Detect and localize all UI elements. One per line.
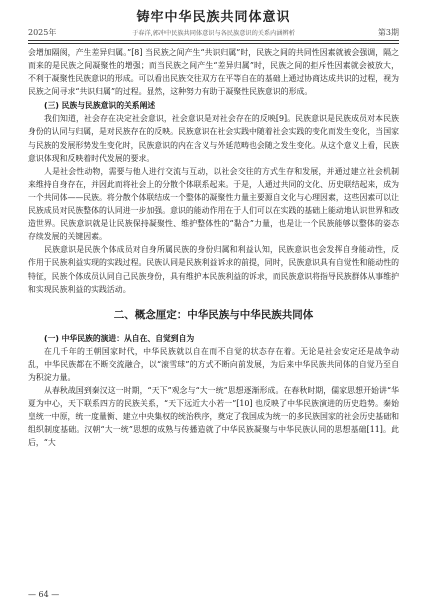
publication-year: 2025年 [28, 28, 57, 37]
paragraph: 我们知道，社会存在决定社会意识，社会意识是对社会存在的反映[9]。民族意识是民族成员对本民族身份的认同与归属，是对民族存在的反映。民族意识在社会实践中随着社会实践的变化而发生变化，当国家与民族的发展形势发生变化时，民族意识的内在含义与外延范畴也会随之发生变化。从这个意义上看，民族意识体现和反映着时代发展的要求。 [28, 114, 399, 163]
section-heading: (三) 民族与民族意识的关系阐述 [44, 101, 156, 111]
issue-number: 第3期 [377, 28, 399, 37]
article-subtitle: 于春洋,郭冲中民族共同体意识与各民族意识的关系内涵辨析 [132, 30, 295, 37]
chapter-heading: 二、概念厘定：中华民族与中华民族共同体 [113, 308, 314, 321]
header-divider-thin [28, 43, 399, 44]
paragraph: 人是社会性动物，需要与他人进行交流与互动，以社会交往的方式生存和发展，并通过建立社会机制来维持自身存在，并因此而将社会上的分散个体联系起来。于是，人通过共同的文化、历史联结起来，成为一个共同体——民族。将分散个体联结成一个整体的凝聚性力量主要源自文化与心理因素，这些因素可以让民族成员对民族整体的认同进一步加强。意识的能动作用在于人们可以在实践的基础上能动地认识世界和改造世界。民族意识就是让民族保持凝聚性、维护整体性的“黏合”力量，也是让一个民族能够以整体的姿态存续发展的关键因素。 [28, 166, 399, 242]
section-heading: (一) 中华民族的演进：从自在、自觉到自为 [44, 333, 195, 343]
running-header [28, 26, 399, 40]
paragraph-continuation: 会增加隔阂，产生差异归属。”[8] 当民族之间产生“共识归属”时，民族之间的共同性因素就被会强调，隔之而来的是民族之间凝聚性的增强；而当民族之间产生“差异归属”时，民族之间的拒斥性因素就会被放大，不利于凝聚性民族意识的形成。可以看出民族交往双方在平等自在的基础上通过协商达成共识的过程，视为民族之间寻求“共识归属”的过程。显然，这种努力有助于凝聚性民族意识的形成。 [28, 48, 399, 97]
article-body [28, 46, 399, 449]
header-divider [28, 40, 399, 41]
page-number: — 64 — [28, 590, 60, 599]
journal-title: 铸牢中华民族共同体意识 [136, 10, 291, 25]
paragraph: 在几千年的王朝国家时代，中华民族就以自在而不自觉的状态存在着。无论是社会安定还是战争动乱，中华民族都在不断交流融合，以“滚雪球”的方式不断向前发展，为后来中华民族共同体的自觉乃至自为积淀力量。 [28, 346, 399, 382]
paragraph: 民族意识是民族个体成员对自身所属民族的身份归属和利益认知，民族意识也会发挥自身能动性，反作用于民族利益实现的实践过程。民族认同是民族利益诉求的前提，同时，民族意识具有自觉性和能动性的特征，民族个体成员认同自己民族身份，具有维护本民族利益的诉求，而民族意识将指导民族群体从事维护和实现民族利益的实践活动。 [28, 245, 399, 294]
paragraph: 从春秋战国到秦汉这一时期，“天下”观念与“大一统”思想逐渐形成。在春秋时期，儒家思想开始讲“华夏为中心，天下联系四方的民族关系，“天下远近大小若一”[10] 也反映了中华民族演进的历史趋势。秦始皇统一中原，统一度量衡、建立中央集权的统治秩序，奠定了我国成为统一的多民族国家的社会历史基础和组织制度基础。汉朝“大一统”思想的成熟与传播造就了中华民族凝聚与中华民族认同的思想基础[11]。此后，“大 [28, 385, 399, 448]
